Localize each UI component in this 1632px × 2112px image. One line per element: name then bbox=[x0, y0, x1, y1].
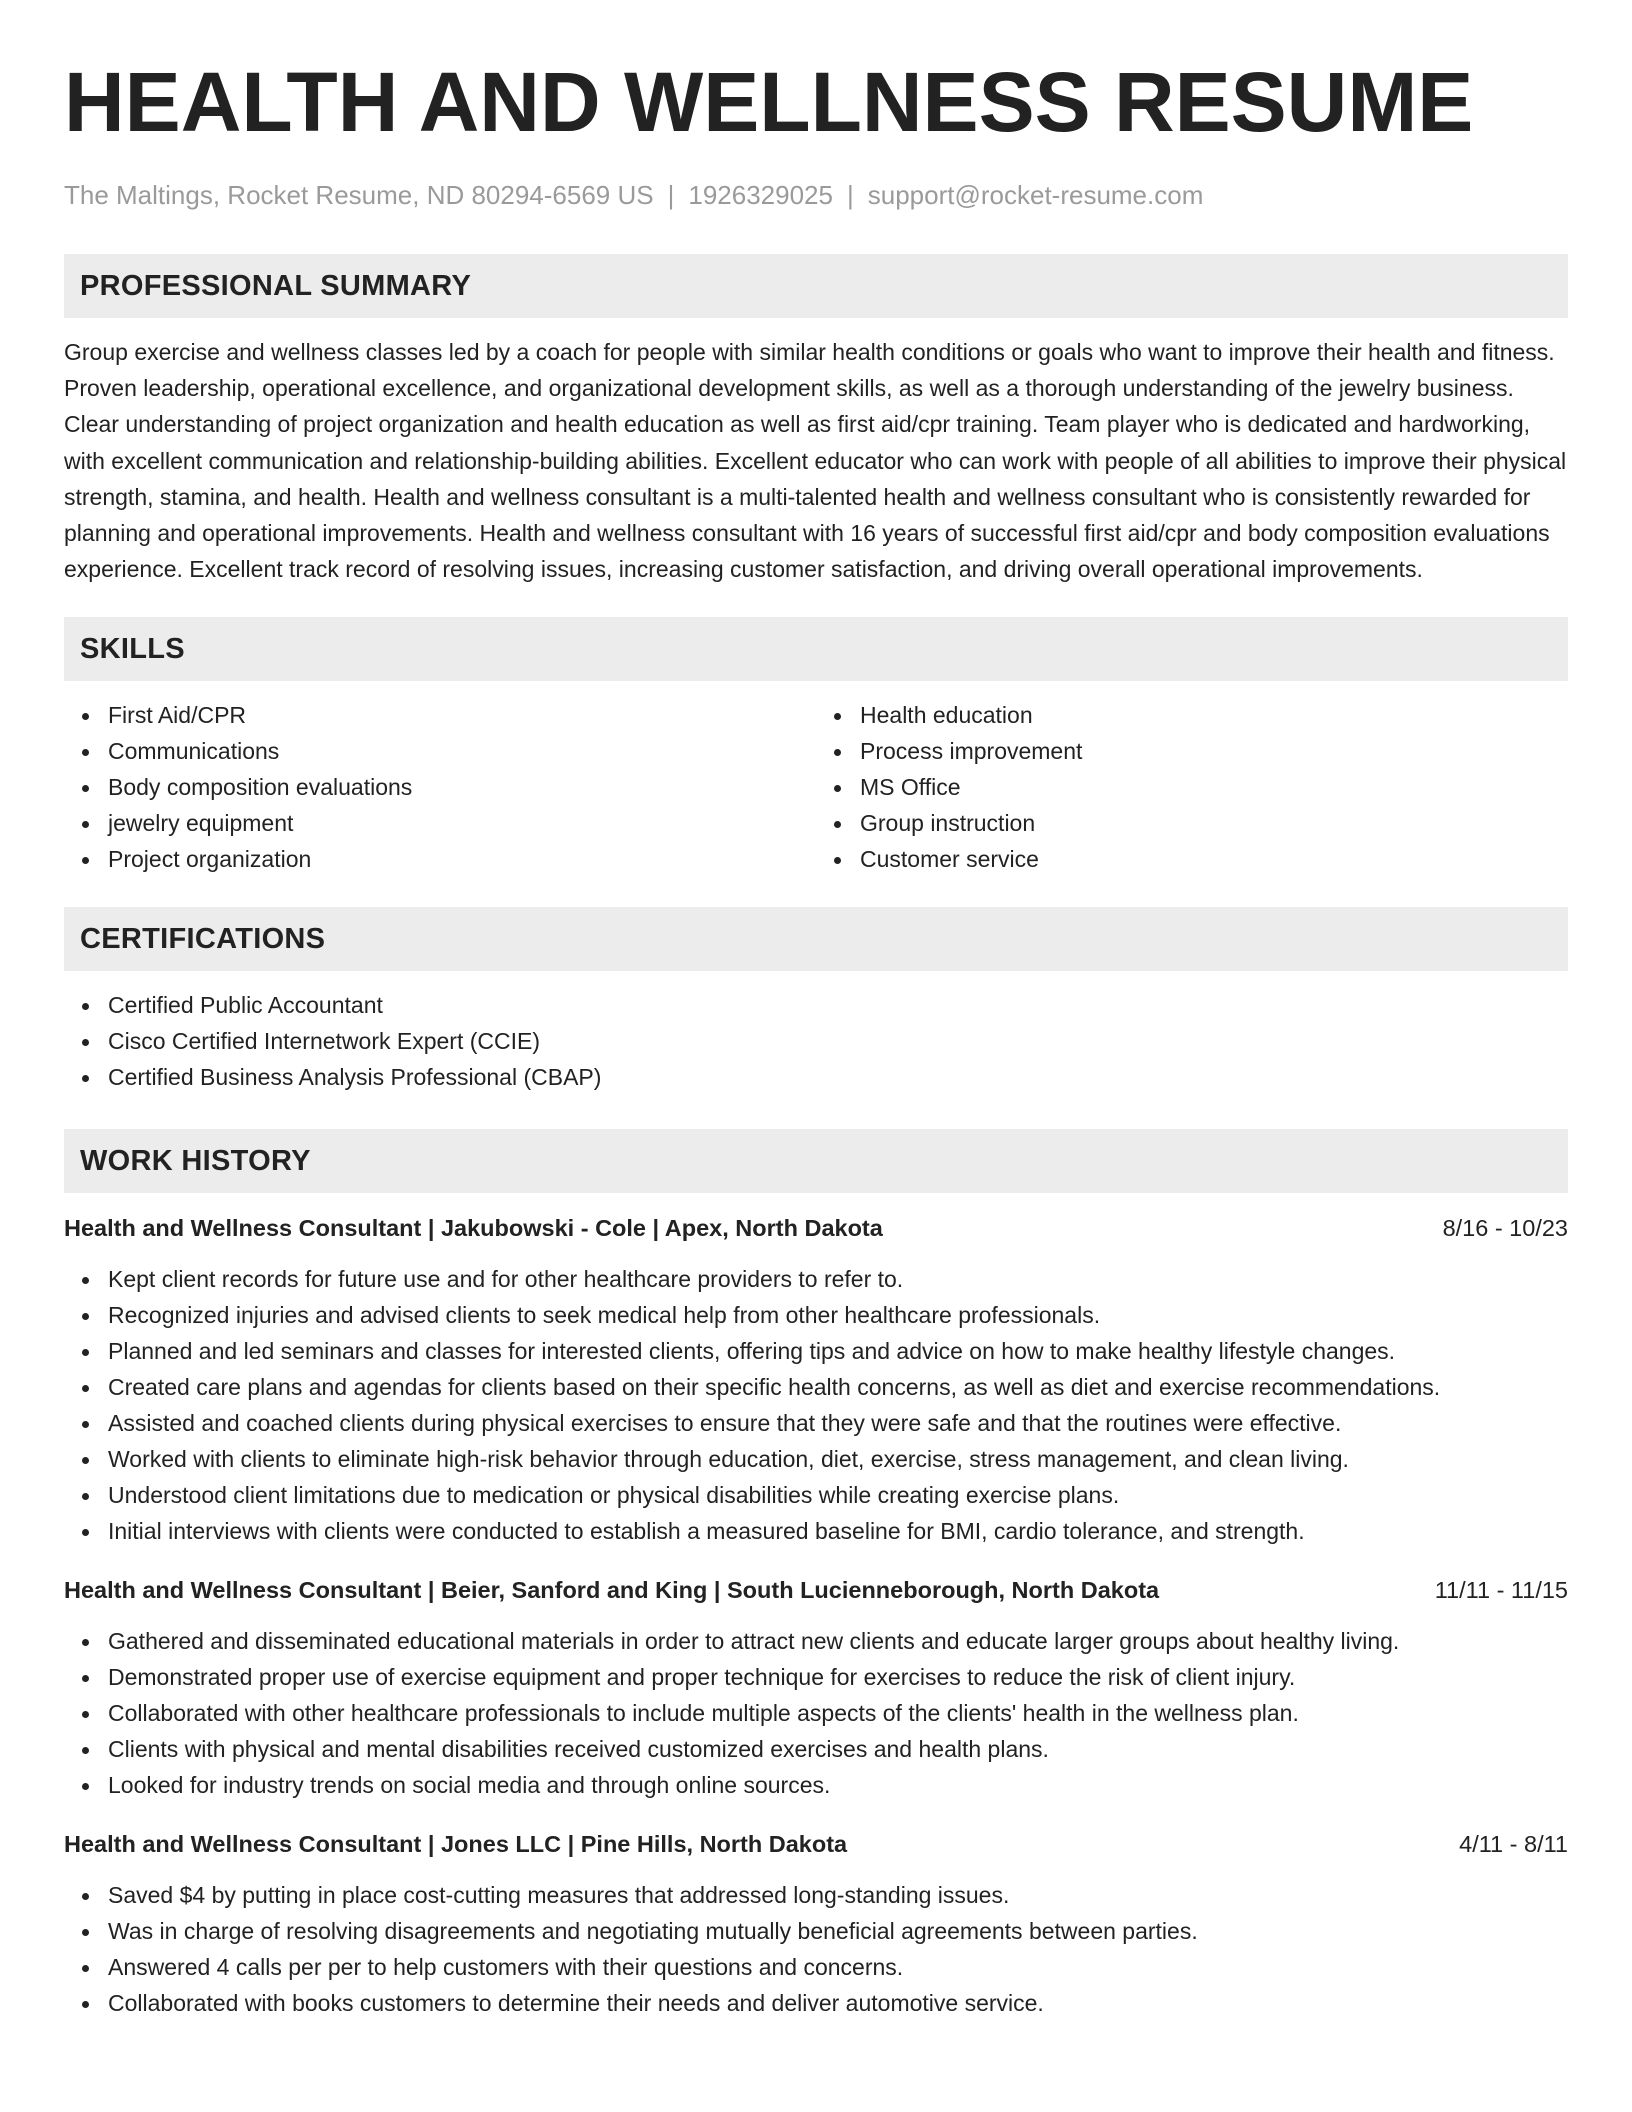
job-dates: 8/16 - 10/23 bbox=[1442, 1215, 1568, 1242]
certifications-section-header: CERTIFICATIONS bbox=[64, 907, 1568, 971]
job-bullet: Planned and led seminars and classes for interested clients, offering tips and advice on how to make healthy lifestyle changes. bbox=[108, 1333, 1568, 1369]
skills-list-right bbox=[816, 697, 1568, 877]
job-heading: Health and Wellness Consultant | Jones LLC | Pine Hills, North Dakota bbox=[64, 1831, 848, 1858]
job-entry bbox=[64, 1827, 1568, 2021]
skill-item: Group instruction bbox=[860, 805, 1568, 841]
contact-address: The Maltings, Rocket Resume, ND 80294-6569 US bbox=[64, 180, 654, 210]
contact-line bbox=[64, 178, 1568, 212]
skill-item: First Aid/CPR bbox=[108, 697, 816, 733]
job-bullets bbox=[64, 1623, 1568, 1803]
job-bullet: Collaborated with books customers to determine their needs and deliver automotive service. bbox=[108, 1985, 1568, 2021]
skill-item: Customer service bbox=[860, 841, 1568, 877]
work-section-header: WORK HISTORY bbox=[64, 1129, 1568, 1193]
job-bullet: Saved $4 by putting in place cost-cutting measures that addressed long-standing issues. bbox=[108, 1877, 1568, 1913]
skill-item: Communications bbox=[108, 733, 816, 769]
job-entry bbox=[64, 1211, 1568, 1549]
contact-separator: | bbox=[846, 180, 854, 210]
skill-item: MS Office bbox=[860, 769, 1568, 805]
job-bullet: Assisted and coached clients during physical exercises to ensure that they were safe and that the routines were effective. bbox=[108, 1405, 1568, 1441]
skill-item: Project organization bbox=[108, 841, 816, 877]
job-bullet: Clients with physical and mental disabilities received customized exercises and health plans. bbox=[108, 1731, 1568, 1767]
skill-item: jewelry equipment bbox=[108, 805, 816, 841]
certifications-list bbox=[64, 987, 1568, 1095]
job-heading: Health and Wellness Consultant | Jakubowski - Cole | Apex, North Dakota bbox=[64, 1215, 883, 1242]
resume-page bbox=[64, 52, 1568, 2021]
certification-item: Certified Business Analysis Professional (CBAP) bbox=[108, 1059, 1568, 1095]
contact-email: support@rocket-resume.com bbox=[867, 180, 1204, 210]
job-bullets bbox=[64, 1877, 1568, 2021]
job-bullet: Understood client limitations due to medication or physical disabilities while creating exercise plans. bbox=[108, 1477, 1568, 1513]
job-bullet: Answered 4 calls per per to help customers with their questions and concerns. bbox=[108, 1949, 1568, 1985]
job-dates: 4/11 - 8/11 bbox=[1459, 1831, 1568, 1858]
skills-section-header: SKILLS bbox=[64, 617, 1568, 681]
resume-title: HEALTH AND WELLNESS RESUME bbox=[64, 55, 1474, 149]
job-heading: Health and Wellness Consultant | Beier, Sanford and King | South Lucienneborough, North Dakota bbox=[64, 1577, 1160, 1604]
job-entry bbox=[64, 1573, 1568, 1803]
job-bullet: Collaborated with other healthcare professionals to include multiple aspects of the clients' health in the wellness plan. bbox=[108, 1695, 1568, 1731]
skills-list-left bbox=[64, 697, 816, 877]
certification-item: Certified Public Accountant bbox=[108, 987, 1568, 1023]
contact-phone: 1926329025 bbox=[688, 180, 833, 210]
job-bullet: Initial interviews with clients were conducted to establish a measured baseline for BMI, cardio tolerance, and strength. bbox=[108, 1513, 1568, 1549]
contact-separator: | bbox=[667, 180, 675, 210]
job-bullet: Worked with clients to eliminate high-risk behavior through education, diet, exercise, stress management, and clean living. bbox=[108, 1441, 1568, 1477]
summary-section-header: PROFESSIONAL SUMMARY bbox=[64, 254, 1568, 318]
job-heading-row bbox=[64, 1573, 1568, 1607]
job-heading-row bbox=[64, 1827, 1568, 1861]
job-bullet: Looked for industry trends on social media and through online sources. bbox=[108, 1767, 1568, 1803]
skill-item: Body composition evaluations bbox=[108, 769, 816, 805]
summary-text: Group exercise and wellness classes led by a coach for people with similar health conditions or goals who want to improve their health and fitness. Proven leadership, operational excellence, and organizational development skills, as well as a thorough understanding of the jewelry business. Clear understanding of project organization and health education as well as first aid/cpr training. Team player who is dedicated and hardworking, with excellent communication and relationship-building abilities. Excellent educator who can work with people of all abilities to improve their physical strength, stamina, and health. Health and wellness consultant is a multi-talented health and wellness consultant who is consistently rewarded for planning and operational improvements. Health and wellness consultant with 16 years of successful first aid/cpr and body composition evaluations experience. Excellent track record of resolving issues, increasing customer satisfaction, and driving overall operational improvements. bbox=[64, 339, 1567, 583]
job-bullet: Demonstrated proper use of exercise equipment and proper technique for exercises to reduce the risk of client injury. bbox=[108, 1659, 1568, 1695]
job-bullet: Was in charge of resolving disagreements and negotiating mutually beneficial agreements between parties. bbox=[108, 1913, 1568, 1949]
skill-item: Process improvement bbox=[860, 733, 1568, 769]
job-heading-row bbox=[64, 1211, 1568, 1245]
job-bullet: Gathered and disseminated educational materials in order to attract new clients and educate larger groups about healthy living. bbox=[108, 1623, 1568, 1659]
skills-grid bbox=[64, 697, 1568, 877]
skill-item: Health education bbox=[860, 697, 1568, 733]
job-dates: 11/11 - 11/15 bbox=[1434, 1577, 1568, 1604]
job-bullet: Created care plans and agendas for clients based on their specific health concerns, as well as diet and exercise recommendations. bbox=[108, 1369, 1568, 1405]
job-bullet: Recognized injuries and advised clients to seek medical help from other healthcare professionals. bbox=[108, 1297, 1568, 1333]
certification-item: Cisco Certified Internetwork Expert (CCIE) bbox=[108, 1023, 1568, 1059]
job-bullet: Kept client records for future use and for other healthcare providers to refer to. bbox=[108, 1261, 1568, 1297]
job-bullets bbox=[64, 1261, 1568, 1549]
